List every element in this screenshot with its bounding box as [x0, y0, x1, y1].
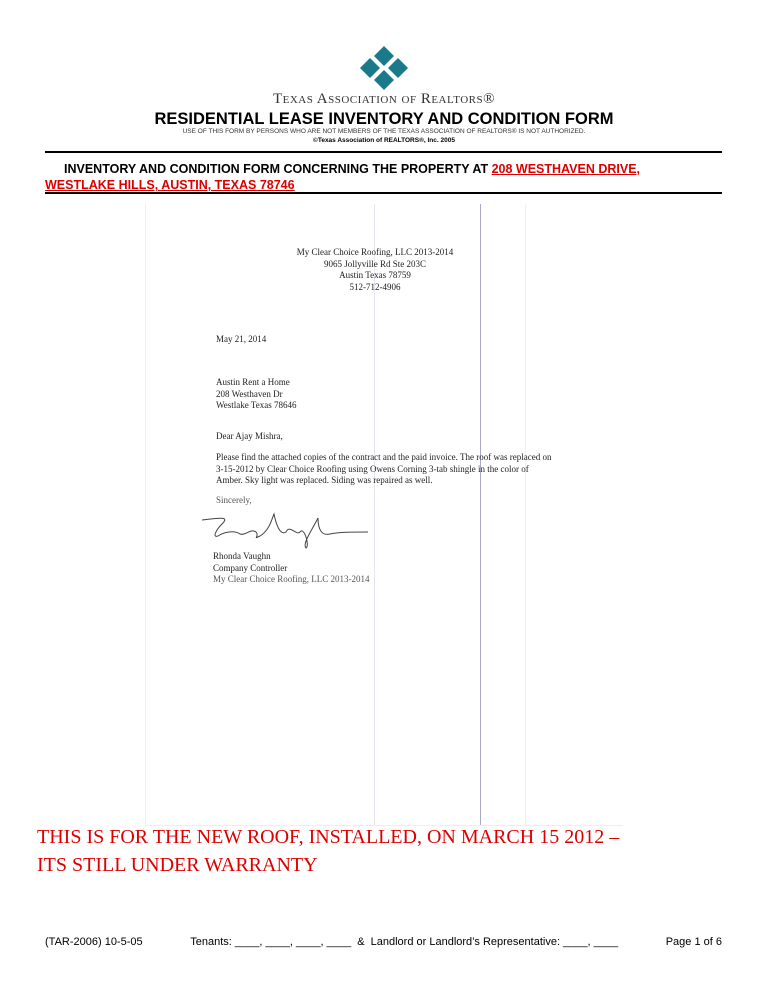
property-line	[64, 162, 640, 176]
company-street: 9065 Jollyville Rd Ste 203C	[323, 258, 426, 269]
letterhead	[250, 247, 500, 293]
signer-company: My Clear Choice Roofing, LLC 2013-2014	[213, 574, 370, 584]
usage-notice: USE OF THIS FORM BY PERSONS WHO ARE NOT MEMBERS OF THE TEXAS ASSOCIATION OF REALTORS® IS NOT AUTHORIZED.	[182, 128, 586, 135]
company-name: My Clear Choice Roofing, LLC 2013-2014	[296, 247, 454, 257]
page-number: Page 1 of 6	[665, 936, 722, 948]
form-id: (TAR-2006) 10-5-05	[45, 936, 143, 948]
warranty-note-line1: THIS IS FOR THE NEW ROOF, INSTALLED, ON MARCH 15 2012 –	[37, 826, 620, 848]
realtors-logo-icon	[356, 44, 412, 96]
salutation: Dear Ajay Mishra,	[216, 431, 283, 441]
closing: Sincerely,	[216, 495, 252, 505]
signer-block	[213, 551, 369, 586]
initials-line: Tenants: ____, ____, ____, ____ & Landlord or Landlord’s Representative: ____, ____	[190, 936, 619, 948]
form-title: RESIDENTIAL LEASE INVENTORY AND CONDITION FORM	[154, 110, 614, 128]
recipient-line: Westlake Texas 78646	[216, 400, 297, 410]
divider	[45, 151, 722, 153]
warranty-note-line2: ITS STILL UNDER WARRANTY	[37, 854, 318, 876]
company-city: Austin Texas 78759	[339, 270, 411, 280]
org-name: Texas Association of Realtors®	[272, 91, 496, 107]
recipient-address	[216, 377, 296, 412]
divider	[45, 192, 722, 194]
company-phone: 512-712-4906	[349, 281, 401, 292]
letter-body: Please find the attached copies of the contract and the paid invoice. The roof was replaced on 3-15-2012 by Clear Choice Roofing using Owens Corning 3-tab shingle in the color of Amber. Sky light was replaced. Siding was repaired as well.	[216, 452, 552, 485]
recipient-line: Austin Rent a Home	[216, 377, 290, 387]
copyright: ©Texas Association of REALTORS®, Inc. 2005	[313, 137, 455, 144]
signer-title: Company Controller	[213, 562, 288, 573]
property-address-1: 208 WESTHAVEN DRIVE,	[491, 162, 641, 176]
recipient-line: 208 Westhaven Dr	[216, 388, 283, 399]
letter-date: May 21, 2014	[216, 334, 267, 344]
property-address-2: WESTLAKE HILLS, AUSTIN, TEXAS 78746	[45, 178, 295, 192]
signer-name: Rhonda Vaughn	[213, 551, 271, 561]
property-label: INVENTORY AND CONDITION FORM CONCERNING THE PROPERTY AT	[64, 162, 489, 176]
page-footer	[45, 936, 722, 948]
signature-icon	[200, 510, 370, 550]
